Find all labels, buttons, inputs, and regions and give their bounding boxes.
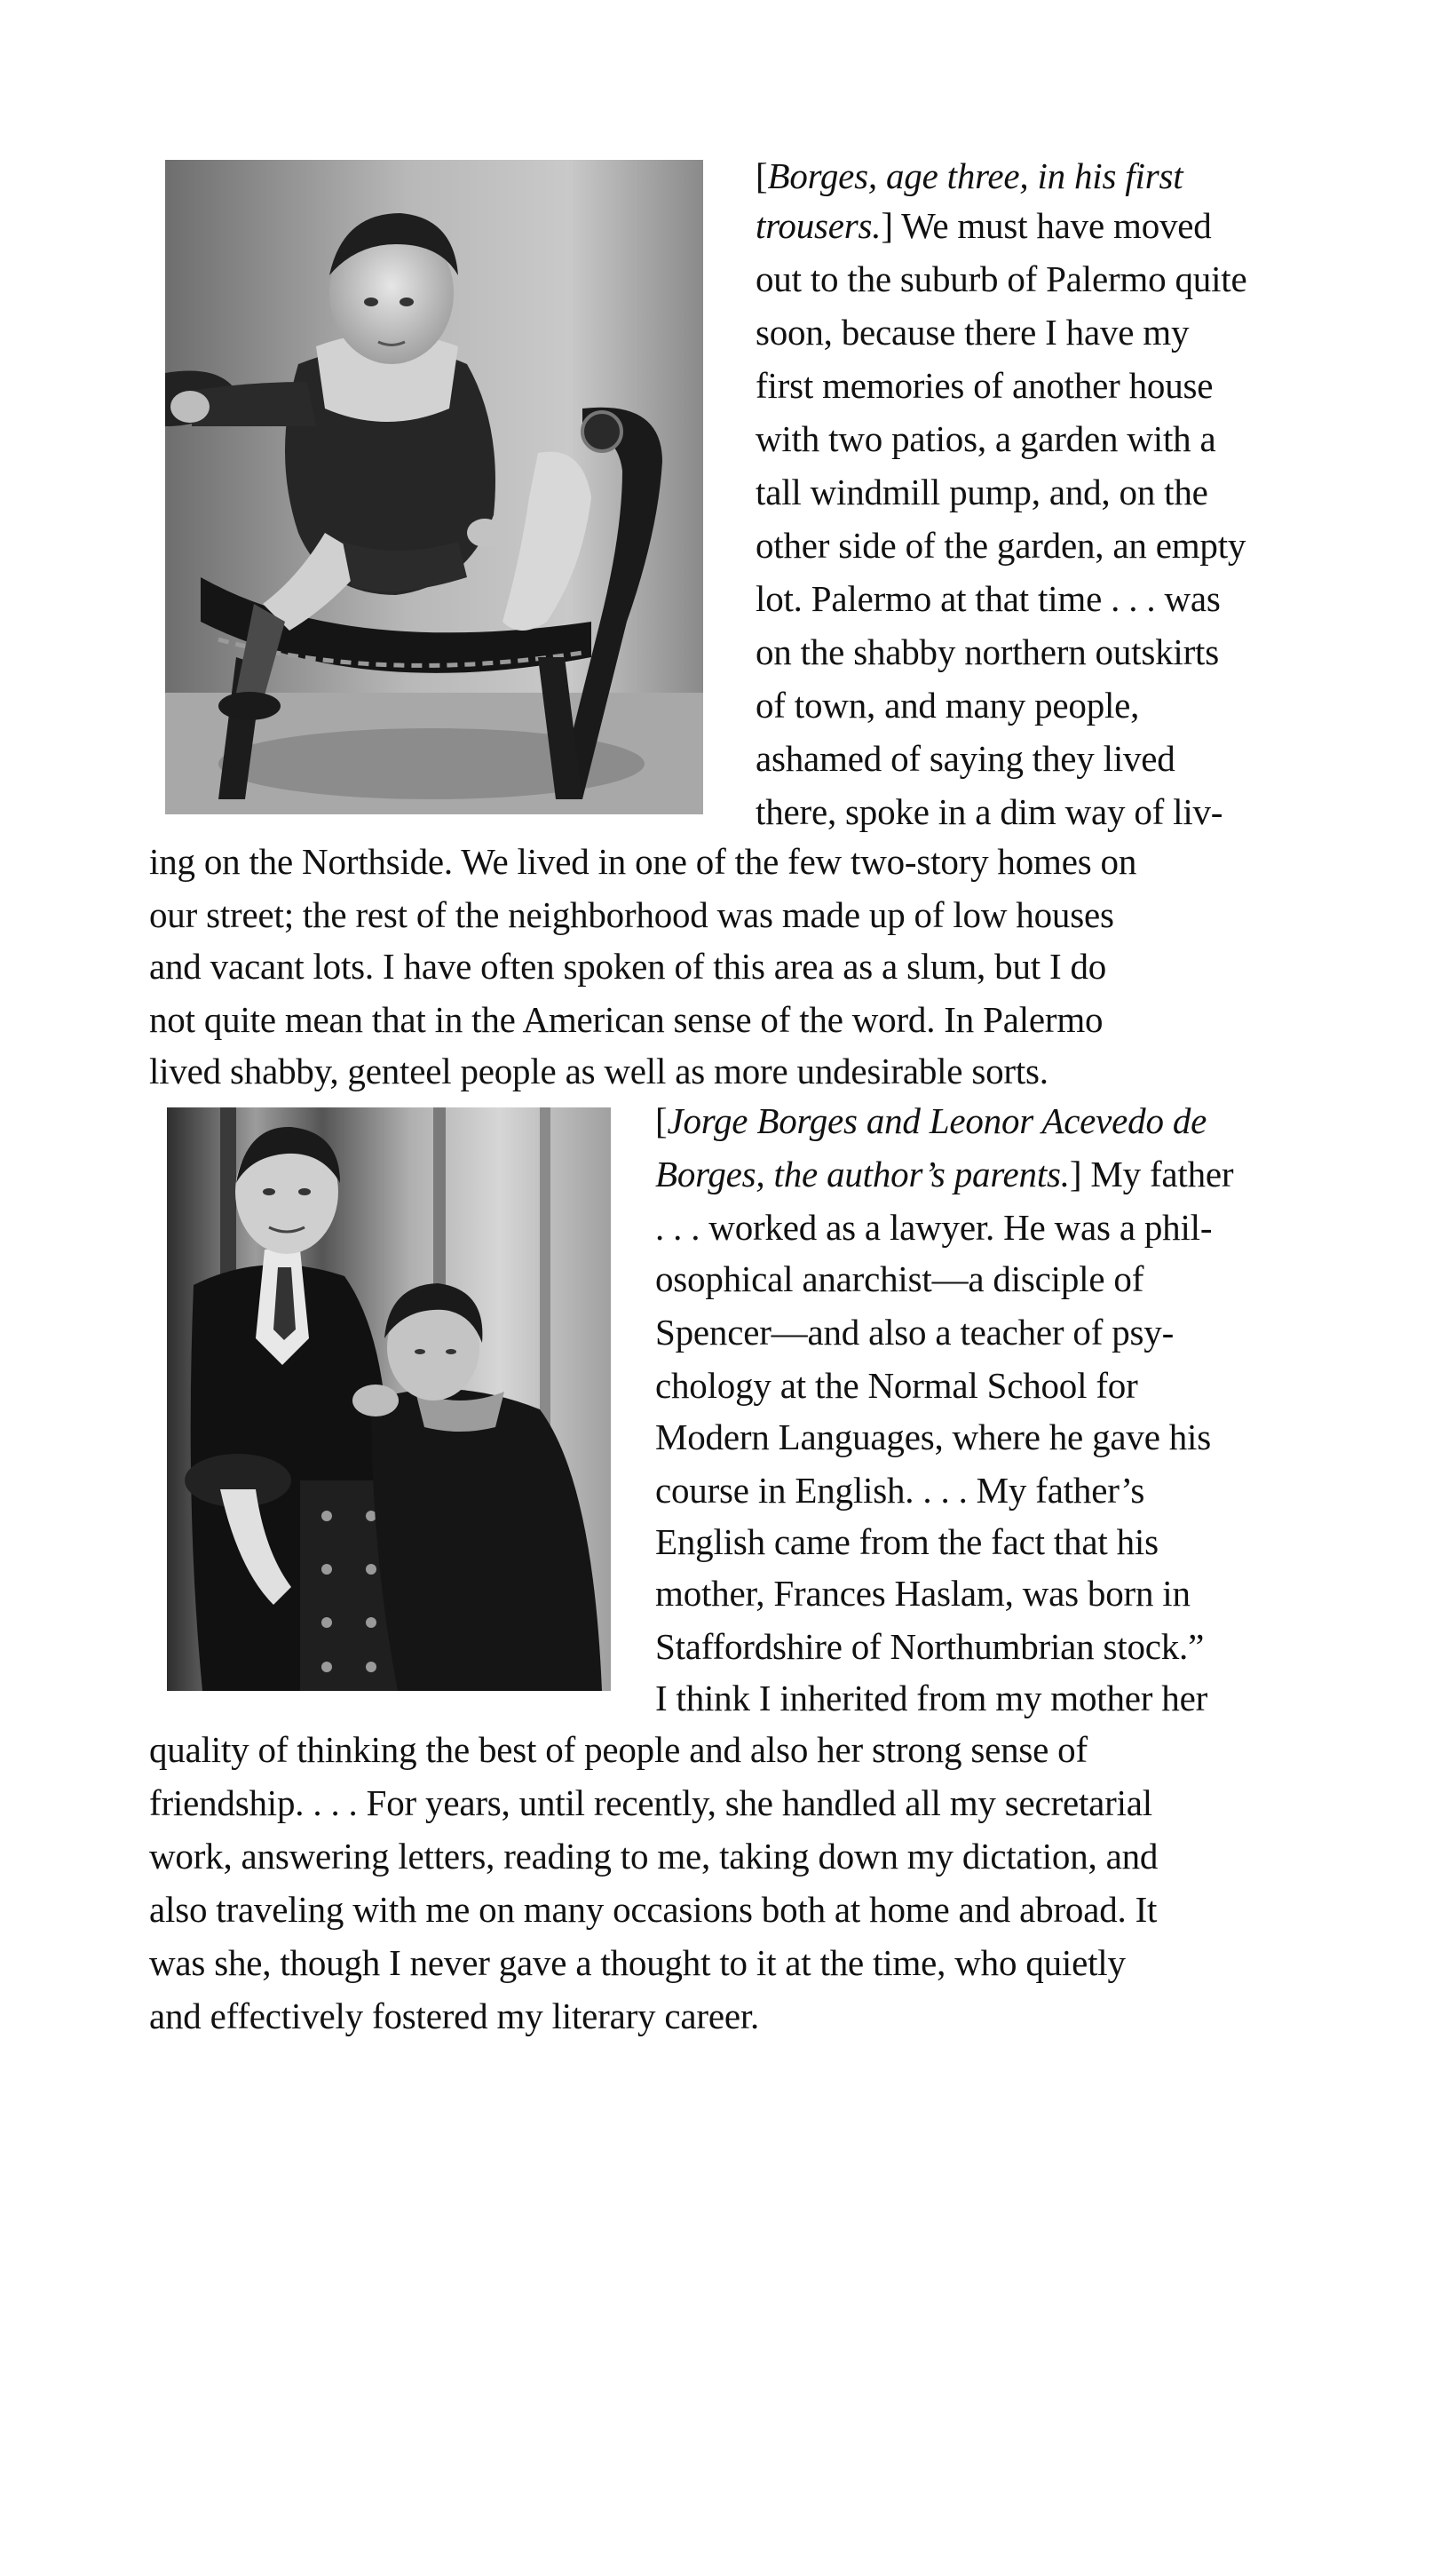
- text-line: work, answering letters, reading to me, taking down my dictation, and: [149, 1836, 1159, 1877]
- photo-caption-2-end: Borges, the author’s parents.: [655, 1154, 1070, 1194]
- bracket-open: [: [756, 155, 768, 196]
- text-line: soon, because there I have my: [756, 312, 1190, 353]
- photo-borges-age-three: [165, 160, 703, 814]
- text-line: with two patios, a garden with a: [756, 418, 1216, 459]
- text-line: lived shabby, genteel people as well as more undesirable sorts.: [149, 1051, 1048, 1091]
- text-line: on the shabby northern outskirts: [756, 631, 1219, 672]
- text-line: also traveling with me on many occasions both at home and abroad. It: [149, 1889, 1158, 1930]
- text-line: English came from the fact that his: [655, 1521, 1159, 1562]
- text-line: I think I inherited from my mother her: [655, 1678, 1208, 1718]
- text-line: tall windmill pump, and, on the: [756, 472, 1208, 512]
- text-line: [756, 149, 1183, 202]
- text-line: friendship. . . . For years, until recently, she handled all my secretarial: [149, 1782, 1152, 1823]
- text-line: Staffordshire of Northumbrian stock.”: [655, 1626, 1205, 1667]
- text-line: chology at the Normal School for: [655, 1365, 1138, 1406]
- text-line: quality of thinking the best of people and also her strong sense of: [149, 1729, 1088, 1770]
- text-line: . . . worked as a lawyer. He was a phil-: [655, 1207, 1213, 1248]
- text-line: and effectively fostered my literary career.: [149, 1996, 760, 2036]
- text-line: ashamed of saying they lived: [756, 738, 1175, 779]
- photo-authors-parents: [167, 1107, 611, 1691]
- text-line: ing on the Northside. We lived in one of the few two-story homes on: [149, 841, 1137, 882]
- text-line: lot. Palermo at that time . . . was: [756, 578, 1221, 619]
- photo-authors-parents-image: [167, 1107, 611, 1691]
- text-line: there, spoke in a dim way of liv-: [756, 791, 1223, 832]
- text-line: trousers.] We must have moved: [756, 205, 1212, 246]
- text-line: Borges, the author’s parents.] My father: [655, 1154, 1234, 1194]
- text-line: course in English. . . . My father’s: [655, 1470, 1145, 1511]
- text-line: not quite mean that in the American sense of the word. In Palermo: [149, 999, 1104, 1040]
- photo-borges-age-three-image: [165, 160, 703, 814]
- text-line: was she, though I never gave a thought to it at the time, who quietly: [149, 1942, 1126, 1983]
- text-line: first memories of another house: [756, 365, 1214, 406]
- text-line: Spencer—and also a teacher of psy-: [655, 1312, 1175, 1353]
- text-line: mother, Frances Haslam, was born in: [655, 1573, 1191, 1614]
- text-line: our street; the rest of the neighborhood was made up of low houses: [149, 894, 1114, 935]
- photo-caption-2: Jorge Borges and Leonor Acevedo de: [667, 1100, 1207, 1141]
- text-line: Modern Languages, where he gave his: [655, 1416, 1211, 1457]
- bracket-open: [: [655, 1100, 668, 1141]
- photo-caption-1-end: trousers.: [756, 205, 882, 246]
- text-line: [655, 1094, 1207, 1147]
- text-line: other side of the garden, an empty: [756, 525, 1246, 566]
- text-line: of town, and many people,: [756, 685, 1140, 726]
- text-line: osophical anarchist—a disciple of: [655, 1258, 1144, 1299]
- photo-caption-1: Borges, age three, in his first: [767, 155, 1183, 196]
- text-line: out to the suburb of Palermo quite: [756, 258, 1247, 299]
- text-line: and vacant lots. I have often spoken of this area as a slum, but I do: [149, 946, 1107, 987]
